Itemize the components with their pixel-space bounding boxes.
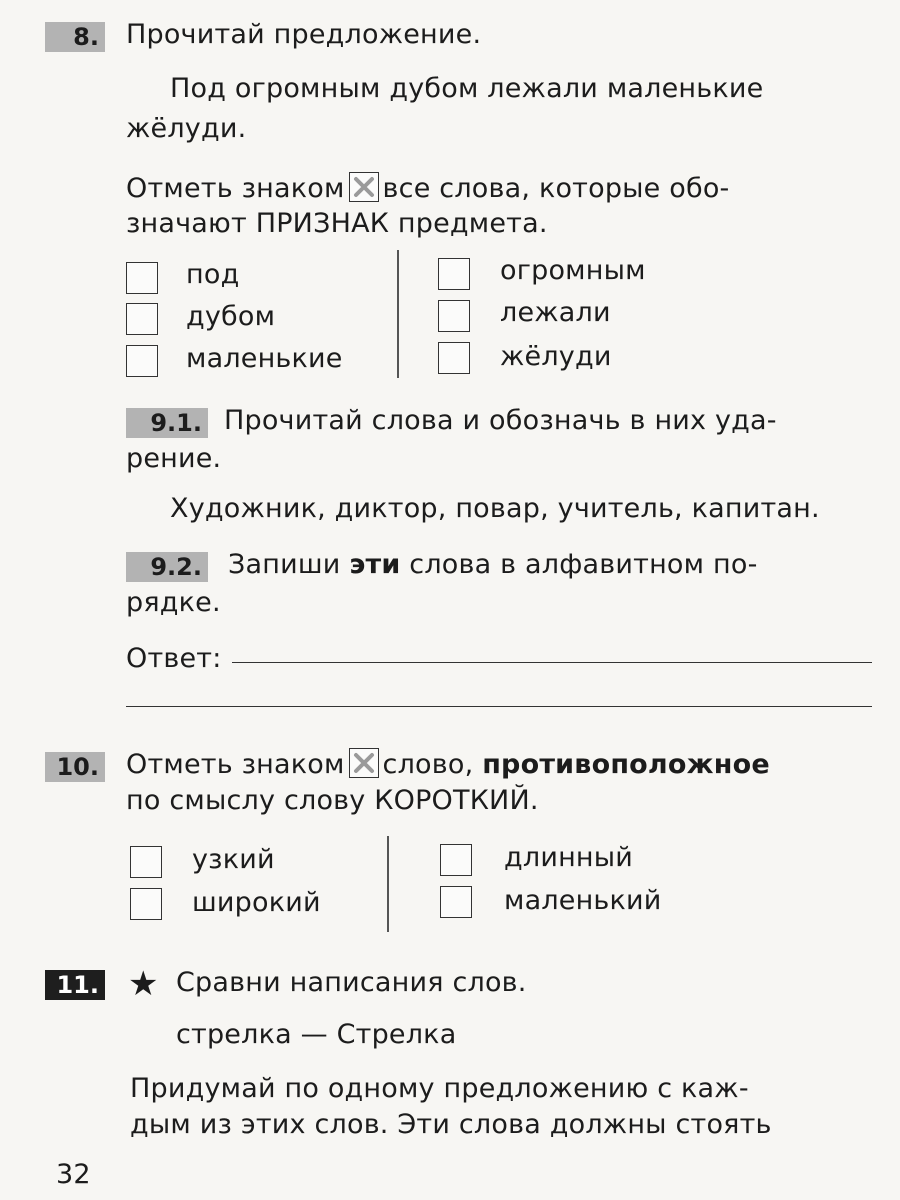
option-label: широкий	[192, 887, 321, 918]
instruction-text: Запиши	[228, 549, 341, 580]
task9-1-words: Художник, диктор, повар, учитель, капитан.	[170, 493, 820, 524]
task-number-text: 9.2.	[150, 553, 202, 581]
mark-prefix: Отметь знаком	[126, 173, 345, 204]
option-label: маленький	[504, 885, 662, 916]
cross-mark-icon	[349, 748, 379, 778]
task-number-9-2	[126, 552, 208, 582]
mark-prefix: Отметь знаком	[126, 749, 345, 780]
task9-1-instruction-line1: Прочитай слова и обозначь в них уда-	[224, 405, 777, 436]
task-number-text: 9.1.	[150, 409, 202, 437]
star-icon: ★	[128, 964, 159, 1004]
checkbox-malenkiy[interactable]	[440, 886, 472, 918]
option-label: лежали	[500, 297, 611, 328]
cross-mark-icon	[349, 172, 379, 202]
page-number: 32	[56, 1159, 91, 1190]
option-label: узкий	[192, 844, 275, 875]
mark-bold: противоположное	[482, 749, 770, 780]
task11-instruction: Сравни написания слов.	[176, 967, 527, 998]
task8-mark-line1	[126, 172, 730, 206]
task-number-text: 8.	[73, 23, 99, 51]
checkbox-shirokiy[interactable]	[130, 888, 162, 920]
checkbox-dlinnyy[interactable]	[440, 844, 472, 876]
answer-line-2[interactable]	[126, 706, 872, 707]
task-number-10	[45, 752, 105, 782]
column-divider	[397, 250, 399, 378]
checkbox-lezhali[interactable]	[438, 300, 470, 332]
task-number-8	[45, 22, 105, 52]
instruction-text: слова в алфавитном по-	[409, 549, 758, 580]
task8-sentence-line2: жёлуди.	[126, 113, 247, 144]
option-label: маленькие	[186, 343, 343, 374]
task10-line2: по смыслу слову КОРОТКИЙ.	[126, 785, 539, 816]
task-number-text: 11.	[56, 971, 99, 999]
task8-sentence-line1: Под огромным дубом лежали маленькие	[170, 73, 764, 104]
task-number-9-1	[126, 408, 208, 438]
column-divider	[387, 836, 389, 932]
instruction-bold: эти	[349, 549, 401, 580]
task-number-11	[45, 970, 105, 1000]
task11-line1: Придумай по одному предложению с каж-	[130, 1073, 749, 1104]
answer-line-1[interactable]	[232, 662, 872, 663]
checkbox-uzkiy[interactable]	[130, 846, 162, 878]
task-number-text: 10.	[56, 753, 99, 781]
task8-mark-line2: значают ПРИЗНАК предмета.	[126, 208, 548, 239]
task10-line1	[126, 748, 770, 782]
checkbox-ogromnym[interactable]	[438, 258, 470, 290]
option-label: под	[186, 259, 240, 290]
task11-line2: дым из этих слов. Эти слова должны стоять	[130, 1109, 772, 1140]
option-label: жёлуди	[500, 341, 612, 372]
task9-2-instruction-line2: рядке.	[126, 587, 221, 618]
mark-mid: слово,	[382, 749, 474, 780]
task9-2-instruction-line1	[228, 548, 758, 582]
mark-suffix: все слова, которые обо-	[382, 173, 730, 204]
checkbox-pod[interactable]	[126, 262, 158, 294]
answer-label: Ответ:	[126, 643, 222, 674]
option-label: дубом	[186, 301, 276, 332]
task8-instruction: Прочитай предложение.	[126, 19, 482, 50]
checkbox-dubom[interactable]	[126, 303, 158, 335]
checkbox-zheludi[interactable]	[438, 342, 470, 374]
task11-words: стрелка — Стрелка	[176, 1019, 457, 1050]
option-label: огромным	[500, 255, 646, 286]
task9-1-instruction-line2: рение.	[126, 443, 222, 474]
checkbox-malenkie[interactable]	[126, 345, 158, 377]
option-label: длинный	[504, 842, 634, 873]
